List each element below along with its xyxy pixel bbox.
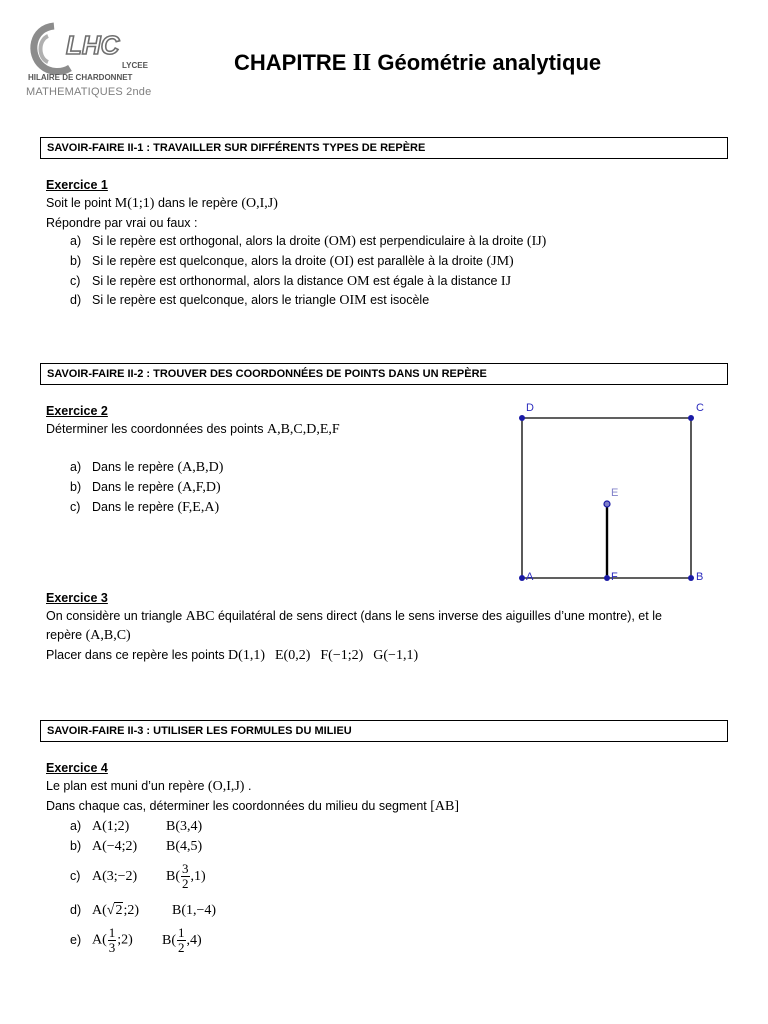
math: M(1;1) [114,196,155,211]
fraction [181,862,190,891]
item-label: d) [70,293,82,307]
math: (A,F,D) [177,480,221,495]
text: On considère un triangle [46,609,186,623]
math: D(1,1) [228,648,265,663]
exercise-4-title: Exercice 4 [46,761,108,775]
exercise-4-item-e [70,926,202,955]
exercise-3-line-3 [46,648,418,664]
exercise-1-line-2: Répondre par vrai ou faux : [46,216,198,230]
label-e: E [611,487,619,499]
exercise-3-line-2 [46,628,131,644]
exercise-1-item-c [70,274,511,290]
exercise-3-line-1 [46,609,662,625]
text: Si le repère est quelconque, alors le triangle [92,293,340,307]
point-f [604,575,610,581]
math: (IJ) [526,234,547,249]
fraction [108,926,117,955]
exercise-4-line-1 [46,779,251,795]
math: IJ [500,274,512,289]
square-figure [510,396,724,590]
exercise-1-item-a [70,234,546,250]
point-c [688,415,694,421]
text: ;2) [123,903,140,918]
text: Si le repère est orthonormal, alors la distance [92,274,347,288]
exercise-3-title: Exercice 3 [46,591,108,605]
text: est parallèle à la droite [353,254,487,268]
title-prefix: CHAPITRE [234,50,347,75]
item-label: c) [70,500,81,514]
section-header-1: SAVOIR-FAIRE II-1 : TRAVAILLER SUR DIFFÉRENTS TYPES DE REPÈRE [40,137,728,159]
item-label: b) [70,254,82,268]
text: repère [46,628,86,642]
section-header-3: SAVOIR-FAIRE II-3 : UTILISER LES FORMULES DU MILIEU [40,720,728,742]
text: Si le repère est orthogonal, alors la droite [92,234,325,248]
item-label: a) [70,819,82,833]
text: Dans chaque cas, déterminer les coordonnées du milieu du segment [46,799,431,813]
logo-text: LHC [66,30,120,60]
text: . [244,779,252,793]
math: E(0,2) [274,648,311,663]
text: Dans le repère [92,460,178,474]
exercise-2-item-a [70,460,223,476]
radicand: 2 [115,903,123,918]
title-roman: II [352,50,372,76]
numerator: 1 [178,925,185,940]
item-label: a) [70,460,82,474]
denominator: 3 [108,940,116,955]
math: [AB] [430,799,460,814]
label-d: D [526,402,534,414]
exercise-2-item-b [70,480,221,496]
math: A,B,C,D,E,F [266,422,340,437]
math: (F,E,A) [177,500,220,515]
point-d [519,415,525,421]
text: B( [166,868,180,884]
item-label: b) [70,839,82,853]
text: Dans le repère [92,500,178,514]
text: ;2) [117,932,133,948]
exercise-4-item-b [70,839,202,855]
math: OM [347,274,370,289]
label-c: C [696,402,704,414]
item-label: c) [70,868,81,883]
numerator: 1 [108,925,116,940]
text: équilatéral de sens direct (dans le sens inverse des aiguilles d’une montre), et le [214,609,662,623]
exercise-2-item-c [70,500,219,516]
exercise-1-title: Exercice 1 [46,178,108,192]
point-b [688,575,694,581]
title-rest: Géométrie analytique [377,50,602,75]
text: est perpendiculaire à la droite [355,234,527,248]
math: (O,I,J) [207,779,245,794]
text: ,1) [190,868,206,884]
math: A(−4;2) [92,839,138,854]
math: F(−1;2) [320,648,364,663]
text: Le plan est muni d’un repère [46,779,208,793]
text: dans le repère [154,196,242,210]
math: (A,B,D) [177,460,224,475]
text: Placer dans ce repère les points [46,648,229,662]
math: A(3;−2) [92,868,138,884]
text: est égale à la distance [369,274,501,288]
text: ,4) [186,932,202,948]
text: Si le repère est quelconque, alors la droite [92,254,330,268]
math: B(1,−4) [172,903,217,918]
subject-label: MATHEMATIQUES 2nde [26,86,152,98]
text: Déterminer les coordonnées des points [46,422,267,436]
label-f: F [611,571,618,583]
math: G(−1,1) [373,648,419,663]
math: ABC [185,609,215,624]
point-a [519,575,525,581]
math [162,925,202,955]
math: (OM) [324,234,356,249]
exercise-2-line-1 [46,422,340,438]
denominator: 2 [178,940,185,955]
math [166,861,206,891]
math: A(√2;2) [92,903,140,918]
text: est isocèle [366,293,430,307]
label-a: A [526,571,534,583]
exercise-1-item-d [70,293,429,309]
item-label: b) [70,480,82,494]
text: A( [92,932,107,948]
label-b: B [696,571,704,583]
text: Dans le repère [92,480,178,494]
denominator: 2 [182,876,189,891]
math: (O,I,J) [241,196,278,211]
math: B(3,4) [166,819,203,834]
math: (A,B,C) [85,628,131,643]
text: Soit le point [46,196,115,210]
exercise-4-item-d [70,903,216,919]
item-label: d) [70,903,82,917]
exercise-1-item-b [70,254,514,270]
numerator: 3 [182,861,189,876]
logo-lycee: LYCEE [122,61,148,70]
fraction [177,926,186,955]
item-label: c) [70,274,81,288]
page-title [234,50,601,77]
math: OIM [339,293,367,308]
math: B(4,5) [166,839,203,854]
math: (OI) [329,254,354,269]
school-logo [26,18,156,86]
text: B( [162,932,176,948]
item-label: a) [70,234,82,248]
exercise-4-item-a [70,819,202,835]
exercise-1-line-1 [46,196,278,212]
exercise-4-line-2 [46,799,459,815]
math [92,926,162,955]
item-label: e) [70,932,82,947]
exercise-2-title: Exercice 2 [46,404,108,418]
text: A( [92,903,107,918]
logo-school-name: HILAIRE DE CHARDONNET [28,73,133,82]
section-header-2: SAVOIR-FAIRE II-2 : TROUVER DES COORDONNÉES DE POINTS DANS UN REPÈRE [40,363,728,385]
math: (JM) [486,254,514,269]
exercise-4-item-c [70,862,206,891]
point-e [604,501,610,507]
math: A(1;2) [92,819,130,834]
